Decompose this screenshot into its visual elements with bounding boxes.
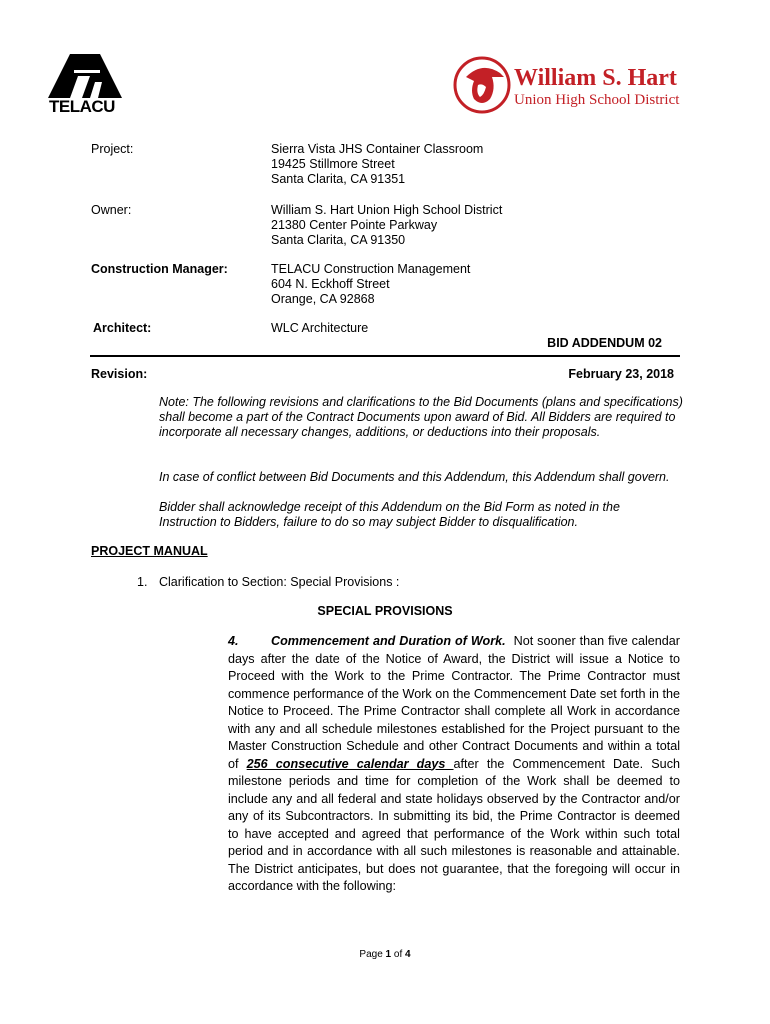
header-divider	[90, 355, 680, 357]
cm-line: TELACU Construction Management	[271, 262, 471, 276]
telacu-logo	[48, 52, 122, 116]
page-total: 4	[405, 949, 411, 960]
page-word: Page	[359, 949, 383, 960]
architect-value: WLC Architecture	[271, 321, 369, 335]
provision-text-before: Not sooner than five calendar days after the date of the Notice of Award, the District will issue a Notice to Proceed with the Work to the Prime Contractor. The Prime Contractor must commence performance of the Work on the Commencement Date set forth in the Notice to Proceed. The Prime Contractor shall complete all Work in accordance with any and all schedule milestones established for the Project pursuant to the Master Construction Schedule and other Contract Documents and within a total of	[228, 634, 680, 771]
special-provisions-heading: SPECIAL PROVISIONS	[317, 604, 453, 618]
note-paragraph: Note: The following revisions and clarifications to the Bid Documents (plans and specifications) shall become a part of the Contract Documents upon award of Bid. All Bidders are required to incorporate all necessary changes, additions, or deductions into their proposals.	[159, 395, 683, 439]
provision-title: Commencement and Duration of Work.	[271, 634, 506, 648]
architect-label: Architect:	[93, 321, 152, 335]
owner-value	[271, 203, 502, 248]
project-label: Project:	[91, 142, 134, 156]
hart-emblem-icon	[452, 55, 512, 115]
provision-emphasis: 256 consecutive calendar days	[246, 756, 454, 771]
revision-date: February 23, 2018	[568, 367, 674, 381]
owner-line: William S. Hart Union High School District	[271, 203, 503, 217]
project-manual-heading: PROJECT MANUAL	[91, 544, 208, 558]
owner-line: Santa Clarita, CA 91350	[271, 233, 406, 247]
provision-text-after: after the Commencement Date. Such milestone periods and time for completion of the Work shall be deemed to include any and all federal and state holidays observed by the Contractor and/or any of its Subcontractors. In submitting its bid, the Prime Contractor is deemed to have accepted and agreed that performance of the Work within such total period and in accordance with all such milestones is reasonable and attainable. The District anticipates, but does not guarantee, that the foregoing will occur in accordance with the following:	[228, 756, 680, 893]
item-1-number: 1.	[137, 575, 148, 589]
project-line: 19425 Stillmore Street	[271, 157, 395, 171]
provision-4-paragraph	[228, 633, 680, 896]
cm-line: 604 N. Eckhoff Street	[271, 277, 390, 291]
page-footer	[0, 949, 770, 961]
owner-label: Owner:	[91, 203, 132, 217]
note-paragraph: In case of conflict between Bid Documents and this Addendum, this Addendum shall govern.	[159, 470, 670, 484]
construction-manager-value	[271, 262, 470, 307]
hart-logo-subtitle: Union High School District	[514, 92, 680, 108]
revision-label: Revision:	[91, 367, 148, 381]
hart-logo	[452, 53, 692, 117]
project-value	[271, 142, 483, 187]
item-1-text: Clarification to Section: Special Provisions :	[159, 575, 400, 589]
construction-manager-label: Construction Manager:	[91, 262, 228, 276]
cm-line: Orange, CA 92868	[271, 292, 375, 306]
telacu-logo-text: TELACU	[49, 97, 115, 116]
page-current: 1	[385, 949, 392, 960]
provision-number: 4.	[228, 634, 239, 648]
addendum-title: BID ADDENDUM 02	[547, 336, 662, 350]
project-line: Sierra Vista JHS Container Classroom	[271, 142, 484, 156]
of-word: of	[393, 949, 403, 960]
note-paragraph: Bidder shall acknowledge receipt of this Addendum on the Bid Form as noted in the Instruction to Bidders, failure to do so may subject Bidder to disqualification.	[159, 500, 620, 529]
owner-line: 21380 Center Pointe Parkway	[271, 218, 438, 232]
project-line: Santa Clarita, CA 91351	[271, 172, 406, 186]
telacu-logo-mark	[48, 52, 122, 98]
hart-logo-title: William S. Hart	[514, 65, 677, 91]
